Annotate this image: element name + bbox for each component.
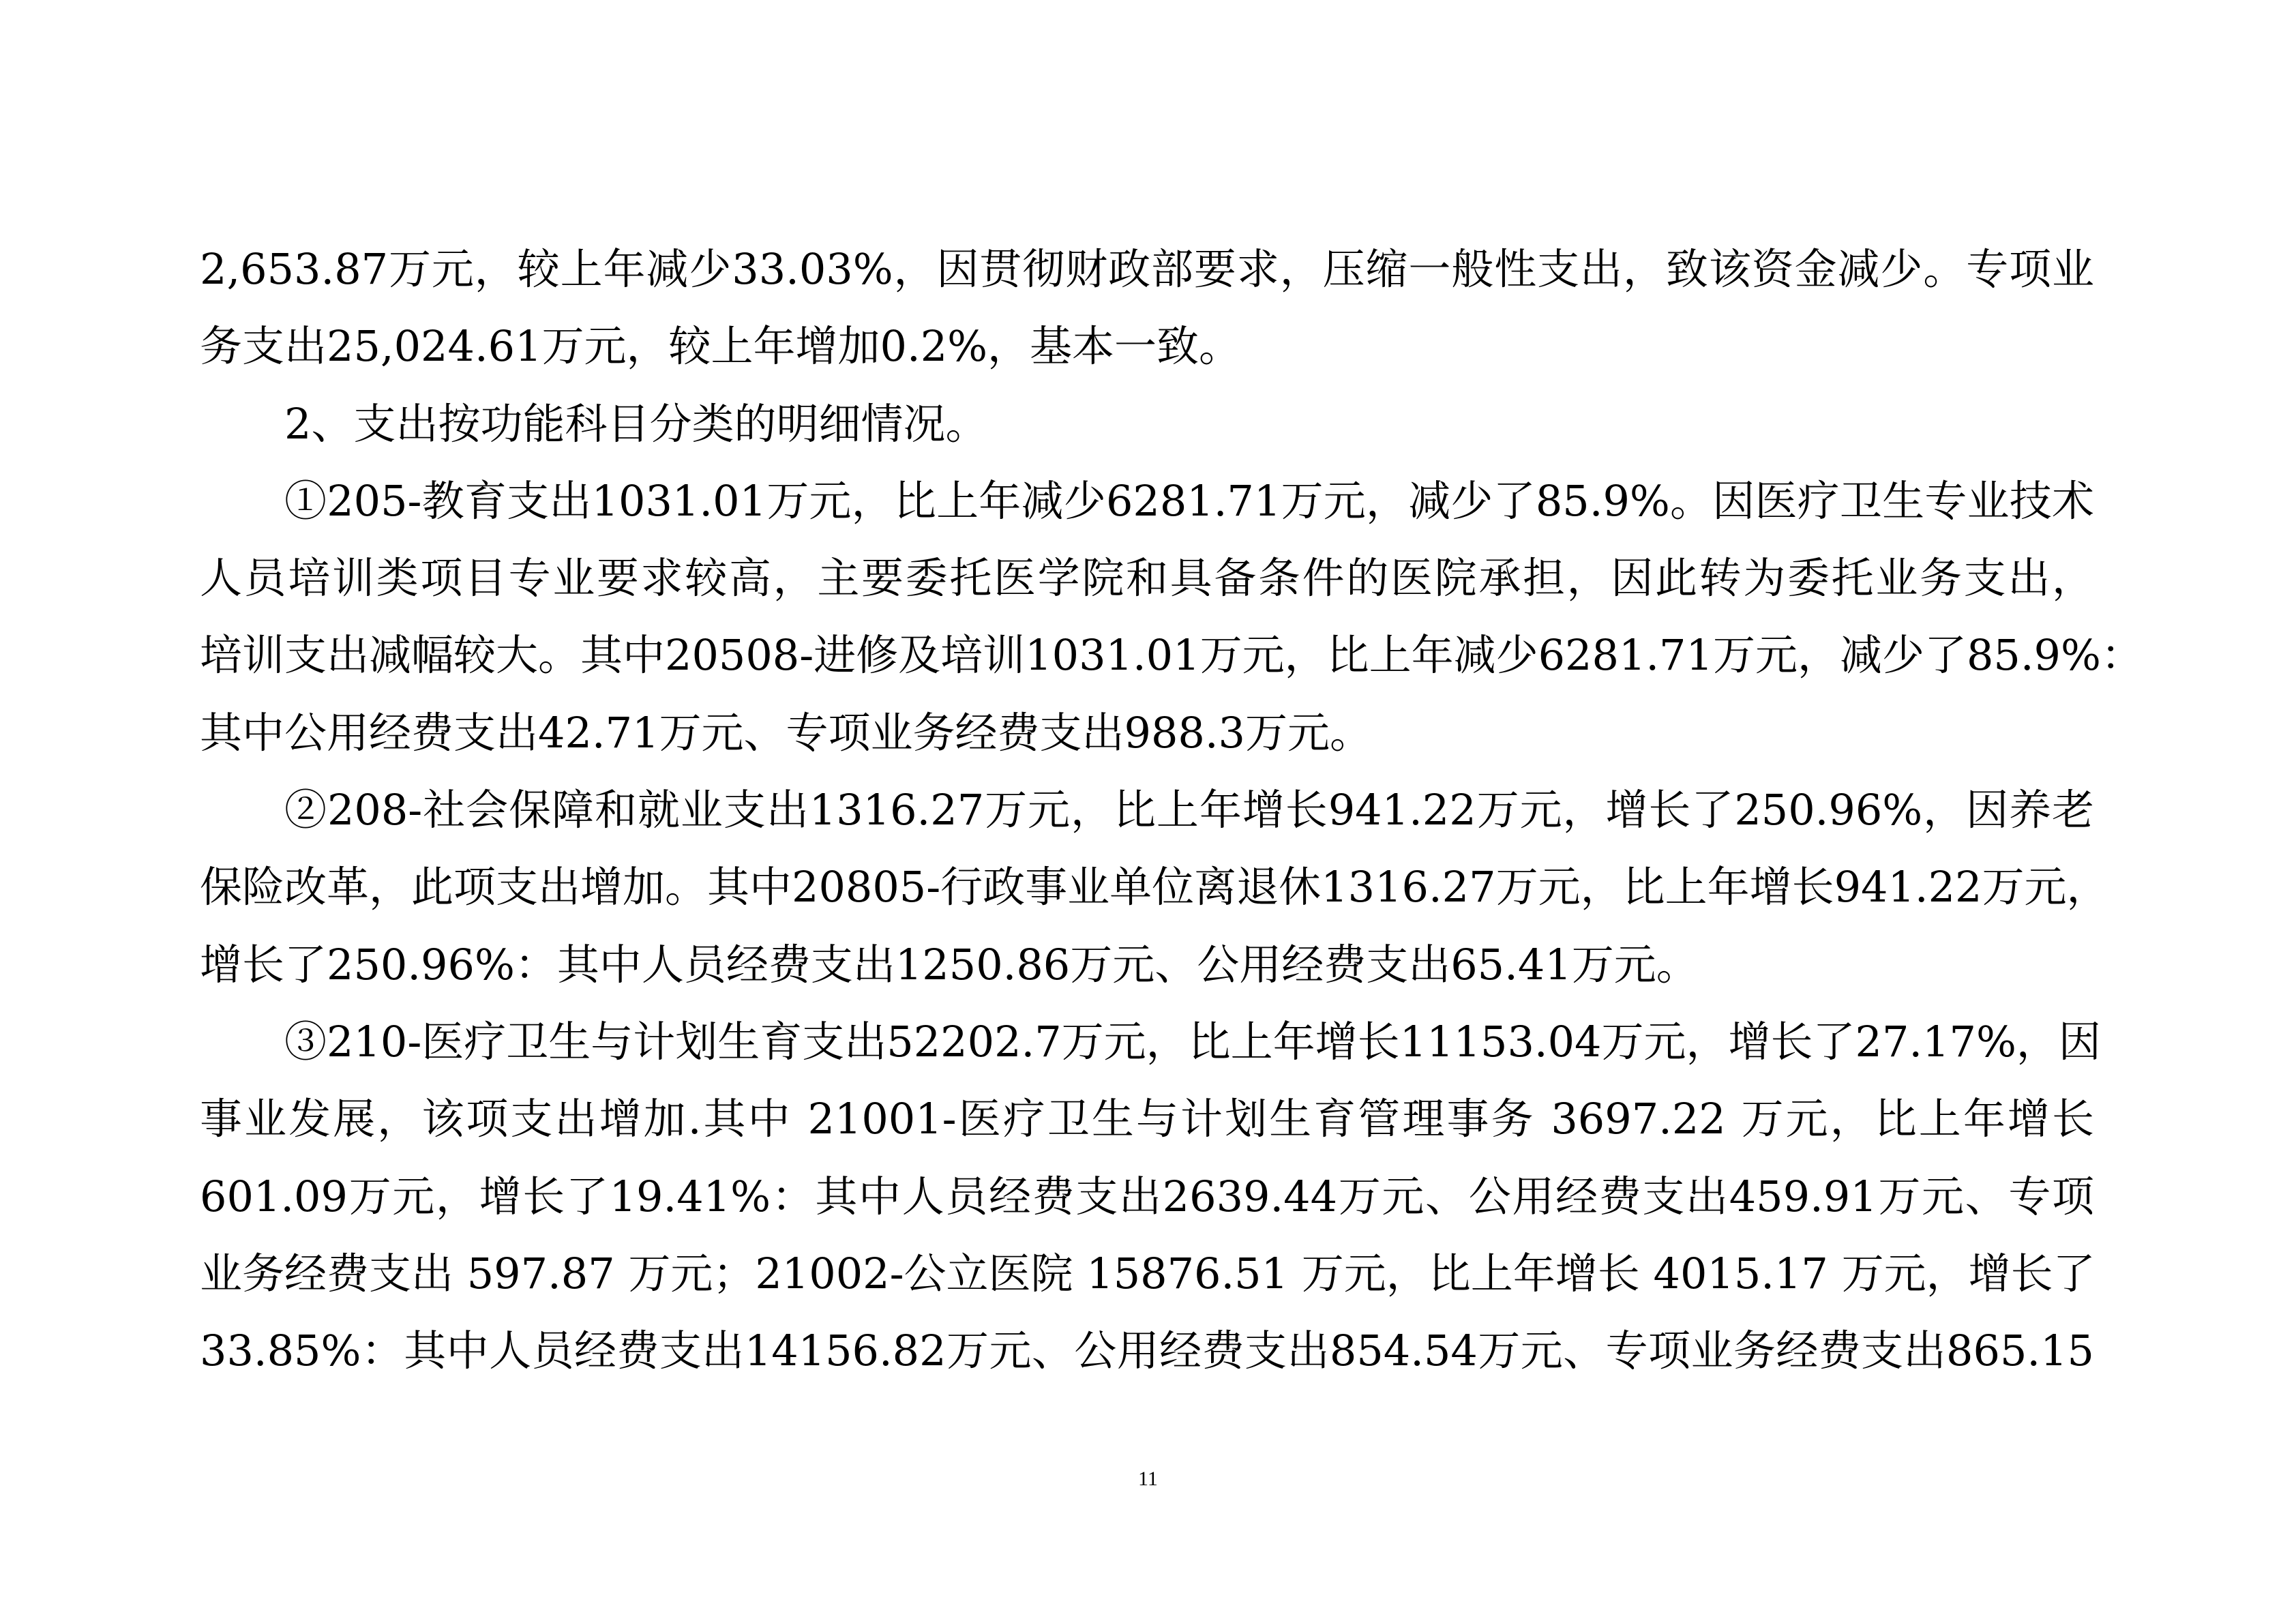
text-line: 保险改革，此项支出增加。其中20805-行政事业单位离退休1316.27万元，比上年增长941.22万元， (200, 862, 2109, 912)
text-line: ①205-教育支出1031.01万元，比上年减少6281.71万元，减少了85.9%。因医疗卫生专业技术 (284, 475, 2094, 526)
text-line: 务支出25,024.61万元，较上年增加0.2%，基本一致。 (200, 321, 1242, 372)
page-number: 11 (1138, 1468, 1158, 1490)
text-line: 2,653.87万元，较上年减少33.03%，因贯彻财政部要求，压缩一般性支出，致该资金减少。专项业 (200, 244, 2094, 294)
text-line: 增长了250.96%：其中人员经费支出1250.86万元、公用经费支出65.41万元。 (200, 939, 1699, 989)
text-line: 人员培训类项目专业要求较高，主要委托医学院和具备条件的医院承担，因此转为委托业务支出， (200, 553, 2094, 604)
text-line: ③210-医疗卫生与计划生育支出52202.7万元，比上年增长11153.04万元，增长了27.17%，因 (284, 1016, 2101, 1067)
section-heading: 2、支出按功能科目分类的明细情况。 (284, 398, 988, 449)
text-line: 601.09万元，增长了19.41%：其中人员经费支出2639.44万元、公用经费支出459.91万元、专项 (200, 1171, 2094, 1221)
text-line: 事业发展，该项支出增加.其中 21001-医疗卫生与计划生育管理事务 3697.22 万元，比上年增长 (200, 1094, 2094, 1144)
body-text (200, 230, 2143, 1389)
text-line: 培训支出减幅较大。其中20508-进修及培训1031.01万元，比上年减少6281.71万元，减少了85.9%： (200, 630, 2143, 681)
text-line: 其中公用经费支出42.71万元、专项业务经费支出988.3万元。 (200, 707, 1372, 758)
text-line: 业务经费支出 597.87 万元；21002-公立医院 15876.51 万元，比上年增长 4015.17 万元，增长了 (200, 1248, 2096, 1298)
text-line: 33.85%：其中人员经费支出14156.82万元、公用经费支出854.54万元、专项业务经费支出865.15 (200, 1326, 2094, 1376)
text-line: ②208-社会保障和就业支出1316.27万元，比上年增长941.22万元，增长了250.96%，因养老 (284, 785, 2094, 835)
